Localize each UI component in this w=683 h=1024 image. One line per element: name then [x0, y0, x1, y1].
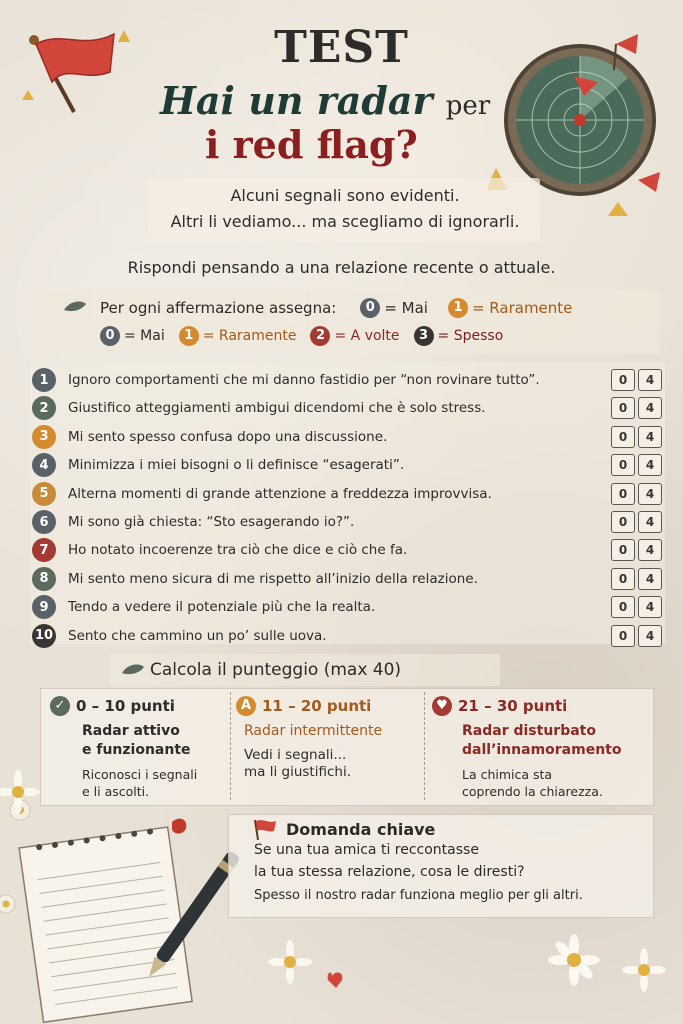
intro-line2: Altri li vediamo... ma scegliamo di ignorarli. [170, 212, 520, 231]
title-line2-small: per [445, 91, 491, 121]
legend-prompt: Per ogni affermazione assegna: [100, 299, 337, 317]
leaf-icon [120, 663, 146, 677]
score-range-value: 11 – 20 punti [262, 697, 372, 715]
answer-box[interactable]: 0 [611, 568, 635, 590]
badge-1: 1 [448, 298, 468, 318]
score-range-value: 0 – 10 punti [76, 697, 175, 715]
daisy-illustration [250, 926, 390, 1024]
key-question-title [252, 818, 435, 840]
answer-boxes [611, 568, 662, 590]
question-row [32, 595, 662, 619]
legend-item-mai [100, 326, 165, 346]
daisy-illustration [540, 920, 680, 1024]
score-range-head [50, 696, 240, 716]
answer-box[interactable]: 4 [638, 397, 662, 419]
answer-box[interactable]: 0 [611, 511, 635, 533]
question-row [32, 453, 662, 477]
title-line2-main: Hai un radar [160, 78, 433, 123]
answer-boxes [611, 625, 662, 647]
badge-0: 0 [100, 326, 120, 346]
score-range-desc-l1: La chimica sta [462, 767, 553, 782]
leaf-icon [62, 300, 88, 314]
answer-box[interactable]: 4 [638, 483, 662, 505]
daisy-illustration [0, 760, 60, 840]
score-range-desc-l2: coprendo la chiarezza. [462, 784, 603, 799]
answer-box[interactable]: 4 [638, 454, 662, 476]
key-question-title-text: Domanda chiave [286, 819, 436, 839]
question-number-badge: 5 [32, 482, 56, 506]
question-text: Mi sono già chiesta: “Sto esagerando io?”. [68, 514, 355, 530]
red-flag-icon [252, 818, 278, 840]
question-number-badge: 4 [32, 453, 56, 477]
title-line2 [160, 78, 490, 123]
score-range-desc-l1: Riconosci i segnali [82, 767, 198, 782]
answer-boxes [611, 511, 662, 533]
answer-box[interactable]: 0 [611, 625, 635, 647]
question-number-badge: 3 [32, 425, 56, 449]
legend-row [100, 326, 503, 346]
legend-item-a-volte [310, 326, 399, 346]
answer-box[interactable]: 0 [611, 426, 635, 448]
question-text: Giustifico atteggiamenti ambigui dicendomi che è solo stress. [68, 400, 486, 417]
answer-boxes [611, 483, 662, 505]
answer-boxes [611, 426, 662, 448]
legend-header-label-0: = Mai [384, 299, 428, 317]
score-range-label-l2: e funzionante [82, 742, 191, 758]
score-range-low [50, 696, 240, 800]
question-number-badge: 9 [32, 595, 56, 619]
badge-1: 1 [179, 326, 199, 346]
answer-box[interactable]: 0 [611, 596, 635, 618]
instruction: Rispondi pensando a una relazione recente o attuale. [127, 258, 556, 277]
question-row [32, 538, 662, 562]
key-question-note: Spesso il nostro radar funziona meglio per gli altri. [254, 888, 583, 903]
score-range-desc-l1: Vedi i segnali... [244, 747, 347, 763]
question-row [32, 624, 662, 648]
question-row [32, 396, 662, 420]
check-icon: ✓ [50, 696, 70, 716]
question-text: Tendo a vedere il potenziale più che la realta. [68, 599, 376, 616]
question-text: Ho notato incoerenze tra ciò che dice e ciò che fa. [68, 542, 408, 559]
question-row [32, 425, 662, 449]
legend-label-raramente: = Raramente [202, 328, 297, 344]
legend-label-spesso: = Spesso [437, 328, 504, 344]
question-text: Alterna momenti di grande attenzione a freddezza improvvisa. [68, 485, 492, 502]
score-range-label-l1: Radar attivo [82, 723, 180, 739]
answer-box[interactable]: 0 [611, 483, 635, 505]
score-range-label [432, 722, 622, 760]
legend-label-a-volte: = A volte [334, 328, 400, 344]
score-range-desc [432, 766, 622, 800]
question-text: Ignoro comportamenti che mi danno fastidio per “non rovinare tutto”. [68, 372, 540, 388]
score-range-label-l2: dall’innamoramento [462, 742, 622, 758]
question-number-badge: 8 [32, 567, 56, 591]
answer-boxes [611, 596, 662, 618]
key-question-line2: la tua stessa relazione, cosa le diresti? [254, 864, 525, 880]
badge-3: 3 [414, 326, 434, 346]
answer-boxes [611, 539, 662, 561]
title-test: TEST [274, 22, 409, 73]
legend-label-mai: = Mai [124, 328, 165, 344]
question-row [32, 368, 662, 392]
score-range-desc [236, 747, 426, 781]
title-line3: i red flag? [205, 122, 418, 167]
question-text: Mi sento spesso confusa dopo una discussione. [68, 428, 388, 445]
question-number-badge: 10 [32, 624, 56, 648]
badge-2: 2 [310, 326, 330, 346]
warning-icon: A [236, 696, 256, 716]
answer-box[interactable]: 4 [638, 369, 662, 391]
question-number-badge: 6 [32, 510, 56, 534]
score-title-text: Calcola il punteggio (max 40) [150, 660, 402, 680]
score-range-head [236, 696, 426, 716]
answer-box[interactable]: 4 [638, 511, 662, 533]
question-row [32, 510, 662, 534]
score-range-desc-l2: ma li giustifichi. [244, 764, 351, 780]
score-range-label [236, 722, 426, 741]
key-question-line1: Se una tua amica ti reccontasse [254, 842, 479, 858]
legend-header-label-1: = Raramente [471, 299, 573, 317]
score-range-desc-l2: e li ascolti. [82, 784, 150, 799]
answer-box[interactable]: 4 [638, 426, 662, 448]
answer-box[interactable]: 0 [611, 539, 635, 561]
question-number-badge: 2 [32, 396, 56, 420]
legend-header-item-0 [360, 298, 428, 318]
question-number-badge: 7 [32, 538, 56, 562]
answer-box[interactable]: 4 [638, 568, 662, 590]
answer-box[interactable]: 0 [611, 397, 635, 419]
score-range-head [432, 696, 622, 716]
score-range-label-l1: Radar disturbato [462, 723, 596, 739]
legend-item-raramente [179, 326, 297, 346]
question-number-badge: 1 [32, 368, 56, 392]
answer-box[interactable]: 0 [611, 369, 635, 391]
score-range-high [432, 696, 622, 800]
question-row [32, 567, 662, 591]
score-range-mid [236, 696, 426, 781]
intro-line1: Alcuni segnali sono evidenti. [230, 186, 460, 205]
score-range-desc [50, 766, 240, 800]
answer-box[interactable]: 0 [611, 454, 635, 476]
legend-header-item-1 [448, 298, 572, 318]
answer-boxes [611, 369, 662, 391]
heart-icon: ♥ [432, 696, 452, 716]
score-title [150, 660, 401, 680]
legend-prompt-line [100, 298, 572, 318]
question-text: Mi sento meno sicura di me rispetto all’inizio della relazione. [68, 570, 478, 587]
score-range-label-l1: Radar intermittente [244, 723, 383, 739]
question-row [32, 482, 662, 506]
question-text: Minimizza i miei bisogni o li definisce “esagerati”. [68, 457, 405, 474]
answer-boxes [611, 397, 662, 419]
answer-box[interactable]: 4 [638, 625, 662, 647]
score-range-label [50, 722, 240, 760]
score-range-value: 21 – 30 punti [458, 697, 568, 715]
answer-boxes [611, 454, 662, 476]
badge-0: 0 [360, 298, 380, 318]
question-text: Sento che cammino un po’ sulle uova. [68, 627, 327, 644]
answer-box[interactable]: 4 [638, 539, 662, 561]
answer-box[interactable]: 4 [638, 596, 662, 618]
legend-item-spesso [414, 326, 504, 346]
